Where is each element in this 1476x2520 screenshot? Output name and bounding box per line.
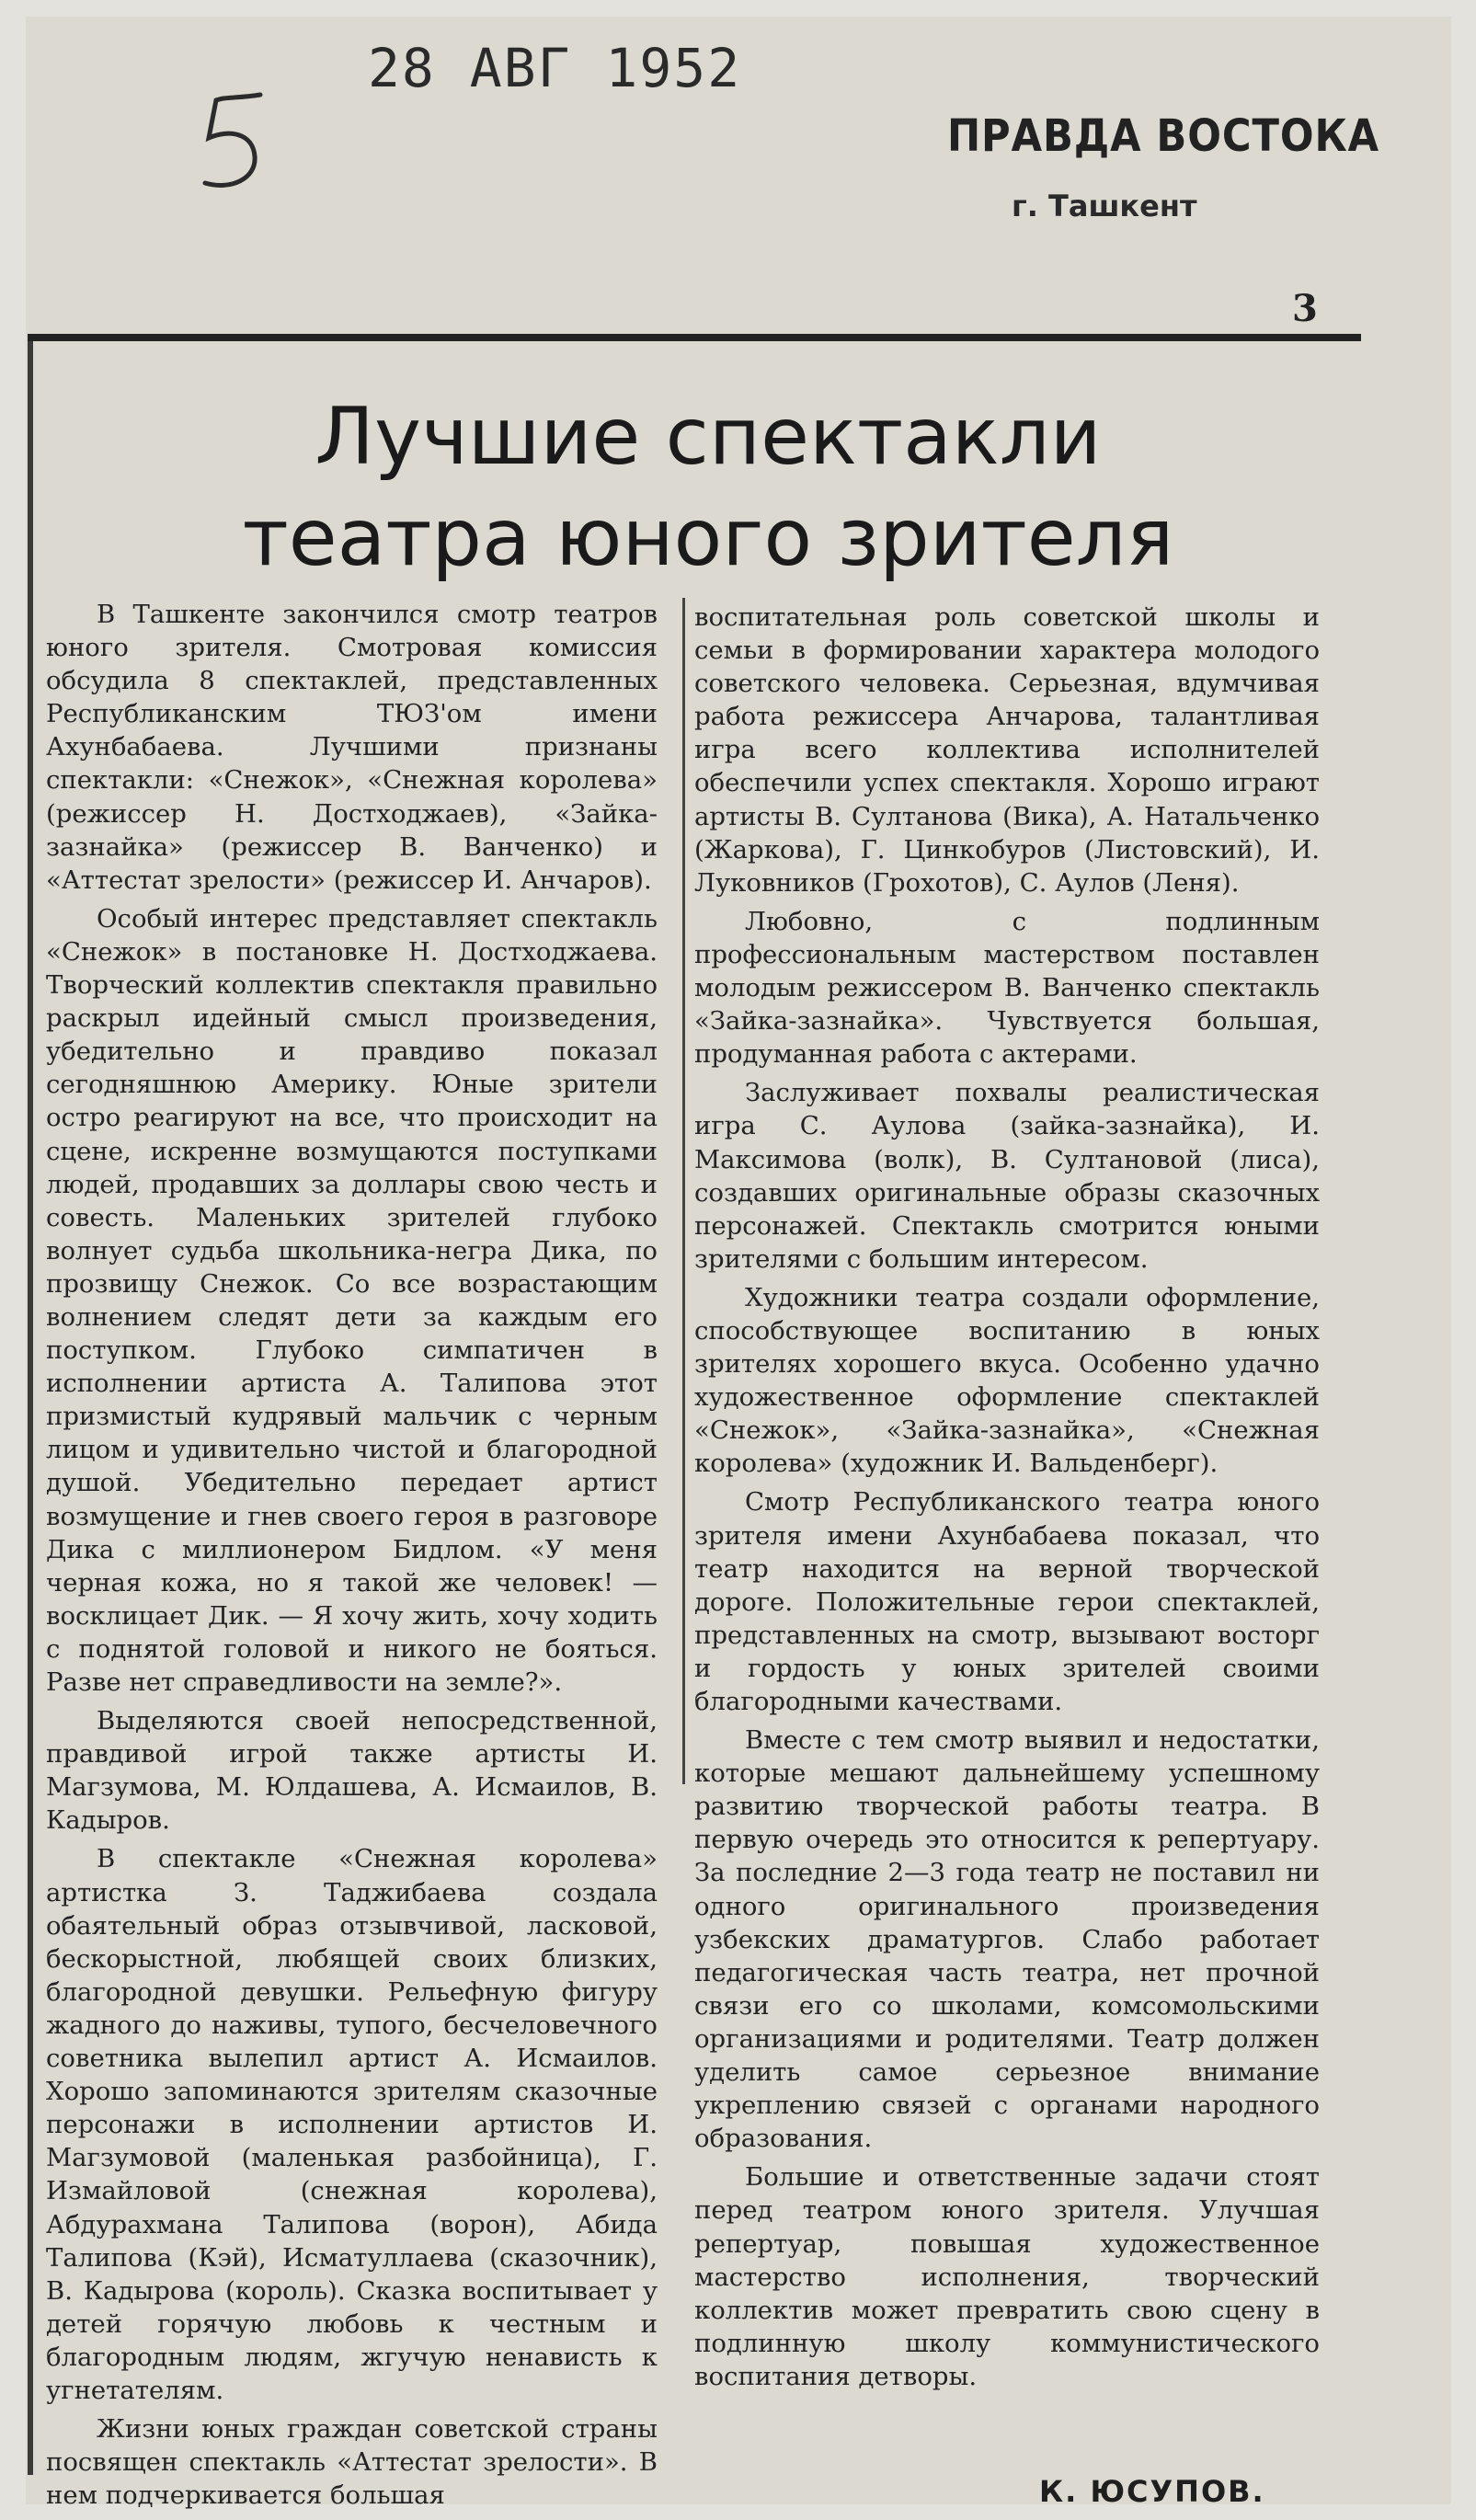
- newspaper-name: ПРАВДА ВОСТОКА: [947, 110, 1380, 162]
- article-column-right: [694, 601, 1320, 2399]
- paragraph: Большие и ответственные задачи стоят перед театром юного зрителя. Улучшая репертуар, повышая художественное мастерство исполнения, творческий коллектив может превратить свою сцену в подлинную школу коммунистического воспитания детворы.: [694, 2162, 1320, 2391]
- article-headline: [110, 386, 1306, 589]
- headline-line-2: театра юного зрителя: [242, 492, 1174, 584]
- paragraph: В Ташкенте закончился смотр театров юного зрителя. Смотровая комиссия обсудила 8 спектаклей, представленных Республиканским ТЮЗ'ом имени Ахунбабаева. Лучшими признаны спектакли: «Снежок», «Снежная королева» (режиссер Н. Достходжаев), «Зайка-зазнайка» (режиссер В. Ванченко) и «Аттестат зрелости» (режиссер И. Анчаров).: [46, 600, 658, 895]
- paragraph: Любовно, с подлинным профессиональным мастерством поставлен молодым режиссером В. Ванченко спектакль «Зайка-зазнайка». Чувствуется большая, продуманная работа с актерами.: [694, 906, 1320, 1070]
- paragraph: Смотр Республиканского театра юного зрителя имени Ахунбабаева показал, что театр находится на верной творческой дороге. Положительные герои спектаклей, представленных на смотр, вызывают восторг и гордость у юных зрителей своими благородными качествами.: [694, 1487, 1320, 1716]
- column-divider: [682, 598, 685, 1784]
- author-signature: К. ЮСУПОВ.: [1039, 2474, 1265, 2509]
- paragraph: воспитательная роль советской школы и семьи в формировании характера молодого советского человека. Серьезная, вдумчивая работа режиссера Анчарова, талантливая игра всего коллектива исполнителей обеспечили успех спектакля. Хорошо играют артисты В. Султанова (Вика), А. Натальченко (Жаркова), Г. Цинкобуров (Листовский), И. Луковников (Грохотов), С. Аулов (Леня).: [694, 602, 1320, 898]
- article-column-left: [46, 598, 658, 2517]
- paragraph: В спектакле «Снежная королева» артистка З. Таджибаева создала обаятельный образ отзывчивой, ласковой, бескорыстной, любящей своих близких, благородной девушки. Рельефную фигуру жадного до наживы, тупого, бесчеловечного советника вылепил артист А. Исмаилов. Хорошо запоминаются зрителям сказочные персонажи в исполнении артистов И. Магзумовой (маленькая разбойница), Г. Измайловой (снежная королева), Абдурахмана Талипова (ворон), Абида Талипова (Кэй), Исматуллаева (сказочник), В. Кадырова (король). Сказка воспитывает у детей горячую любовь к честным и благородным людям, жгучую ненависть к угнетателям.: [46, 1844, 658, 2405]
- paragraph: Заслуживает похвалы реалистическая игра С. Аулова (зайка-зазнайка), И. Максимова (волк), В. Султановой (лиса), создавших оригинальные образы сказочных персонажей. Спектакль смотрится юными зрителями с большим интересом.: [694, 1078, 1320, 1274]
- handwritten-number-icon: [189, 87, 271, 198]
- paragraph: Жизни юных граждан советской страны посвящен спектакль «Аттестат зрелости». В нем подчеркивается большая: [46, 2414, 658, 2511]
- paragraph: Художники театра создали оформление, способствующее воспитанию в юных зрителях хорошего вкуса. Особенно удачно художественное оформление спектаклей «Снежок», «Зайка-зазнайка», «Снежная королева» (художник И. Вальденберг).: [694, 1282, 1320, 1479]
- page-number: 3: [1292, 287, 1318, 330]
- top-rule: [28, 334, 1361, 341]
- paragraph: Выделяются своей непосредственной, правдивой игрой также артисты И. Магзумова, М. Юлдашева, А. Исмаилов, В. Кадыров.: [46, 1706, 658, 1836]
- paragraph: Вместе с тем смотр выявил и недостатки, которые мешают дальнейшему успешному развитию творческой работы театра. В первую очередь это относится к репертуару. За последние 2—3 года театр не поставил ни одного оригинального произведения узбекских драматургов. Слабо работает педагогическая часть театра, нет прочной связи его со школами, комсомольскими организациями и родителями. Театр должен уделить самое серьезное внимание укреплению связей с органами народного образования.: [694, 1725, 1320, 2154]
- newspaper-city: г. Ташкент: [1012, 189, 1197, 223]
- left-rule: [28, 341, 33, 2475]
- paragraph: Особый интерес представляет спектакль «Снежок» в постановке Н. Достходжаева. Творческий коллектив спектакля правильно раскрыл идейный смысл произведения, убедительно и правдиво показал сегодняшнюю Америку. Юные зрители остро реагируют на все, что происходит на сцене, искренне возмущаются поступками людей, продавших за доллары свою честь и совесть. Маленьких зрителей глубоко волнует судьба школьника-негра Дика, по прозвищу Снежок. Со все возрастающим волнением следят дети за каждым его поступком. Глубоко симпатичен в исполнении артиста А. Талипова этот призмистый кудрявый мальчик с черным лицом и удивительно чистой и благородной душой. Убедительно передает артист возмущение и гнев своего героя в разговоре Дика с миллионером Бидлом. «У меня черная кожа, но я такой же человек! — восклицает Дик. — Я хочу жить, хочу ходить с поднятой головой и никого не бояться. Разве нет справедливости на земле?».: [46, 903, 658, 1697]
- headline-line-1: Лучшие спектакли: [315, 391, 1102, 483]
- archive-date-stamp: 28 АВГ 1952: [368, 37, 742, 99]
